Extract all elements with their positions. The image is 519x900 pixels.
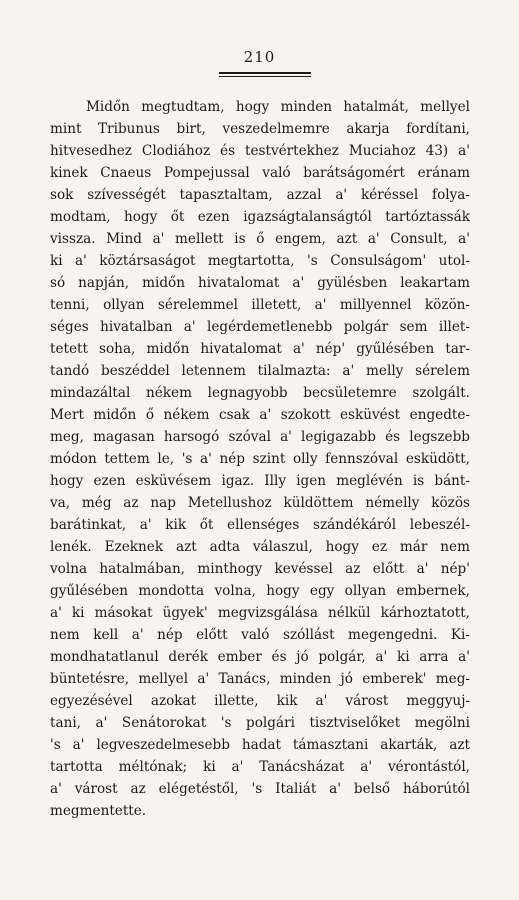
text-line: vissza. Mind a' mellett is ő engem, azt a' Consult, a' <box>50 231 470 247</box>
text-line: 's a' legveszedelmesebb hadat támasztani akarták, azt <box>50 737 470 753</box>
text-line: Mert midőn ő nékem csak a' szokott esküvést engedte- <box>50 407 470 423</box>
text-line: Midőn megtudtam, hogy minden hatalmát, mellyel <box>86 99 470 115</box>
text-line: só napján, midőn hivatalomat a' gyülésben leakartam <box>50 275 470 291</box>
text-line: kinek Cnaeus Pompejussal való barátságomért eránam <box>50 165 470 181</box>
text-line: tani, a' Senátorokat 's polgári tisztviselőket megölni <box>50 715 470 731</box>
text-line: barátinkat, a' kik őt ellenséges szándékáról lebeszél- <box>50 517 470 533</box>
text-line: a' várost az elégetéstől, 's Italiát a' belső háborútól <box>50 781 470 797</box>
header-rule-thin <box>219 76 311 77</box>
text-line: séges hivatalban a' legérdemetlenebb polgár sem illet- <box>50 319 470 335</box>
text-line: nem kell a' nép előtt való szóllást megengedni. Ki- <box>50 627 470 643</box>
text-line: va, még az nap Metellushoz küldöttem némelly közös <box>50 495 470 511</box>
text-line: modtam, hogy őt ezen igazságtalanságtól tartóztassák <box>50 209 470 225</box>
text-line: egyezésével azokat illette, kik a' várost meggyuj- <box>50 693 470 709</box>
header-rule-thick <box>219 72 311 74</box>
body-text <box>50 96 470 822</box>
text-line: hitvesedhez Clodiához és testvértekhez Muciahoz 43) a' <box>50 143 470 159</box>
text-line: tartotta méltónak; ki a' Tanácsházat a' vérontástól, <box>50 759 470 775</box>
text-line: módon tettem le, 's a' nép szint olly fennszóval esküdött, <box>50 451 470 467</box>
text-line: ki a' köztársaságot megtartotta, 's Consulságom' utol- <box>50 253 470 269</box>
text-line: lenék. Ezeknek azt adta válaszul, hogy ez már nem <box>50 539 470 555</box>
page-number: 210 <box>243 48 276 66</box>
text-line: büntetésre, mellyel a' Tanács, minden jó emberek' meg- <box>50 671 470 687</box>
text-line: sok szívességét tapasztaltam, azzal a' kéréssel folya- <box>50 187 470 203</box>
text-line: hogy ezen esküvésem igaz. Illy igen meglévén is bánt- <box>50 473 470 489</box>
text-line: volna hatalmában, minthogy kevéssel az előtt a' nép' <box>50 561 470 577</box>
text-line: tetett soha, midőn hivatalomat a' nép' gyűlésében tar- <box>50 341 470 357</box>
text-line: mondhatatlanul derék ember és jó polgár, a' ki arra a' <box>50 649 470 665</box>
text-line: tandó beszéddel letennem tilalmazta: a' melly sérelem <box>50 363 470 379</box>
text-line: megmentette. <box>50 803 147 819</box>
text-line: mindazáltal nékem legnagyobb becsületemre szolgált. <box>50 385 470 401</box>
text-line: meg, magasan harsogó szóval a' legigazabb és legszebb <box>50 429 470 445</box>
text-line: tenni, ollyan sérelemmel illetett, a' millyennel közön- <box>50 297 470 313</box>
text-line: gyűlésében mondotta volna, hogy egy ollyan embernek, <box>50 583 470 599</box>
text-line: a' ki másokat ügyek' megvizsgálása nélkül kárhoztatott, <box>50 605 470 621</box>
text-line: mint Tribunus birt, veszedelmemre akarja fordítani, <box>50 121 470 137</box>
